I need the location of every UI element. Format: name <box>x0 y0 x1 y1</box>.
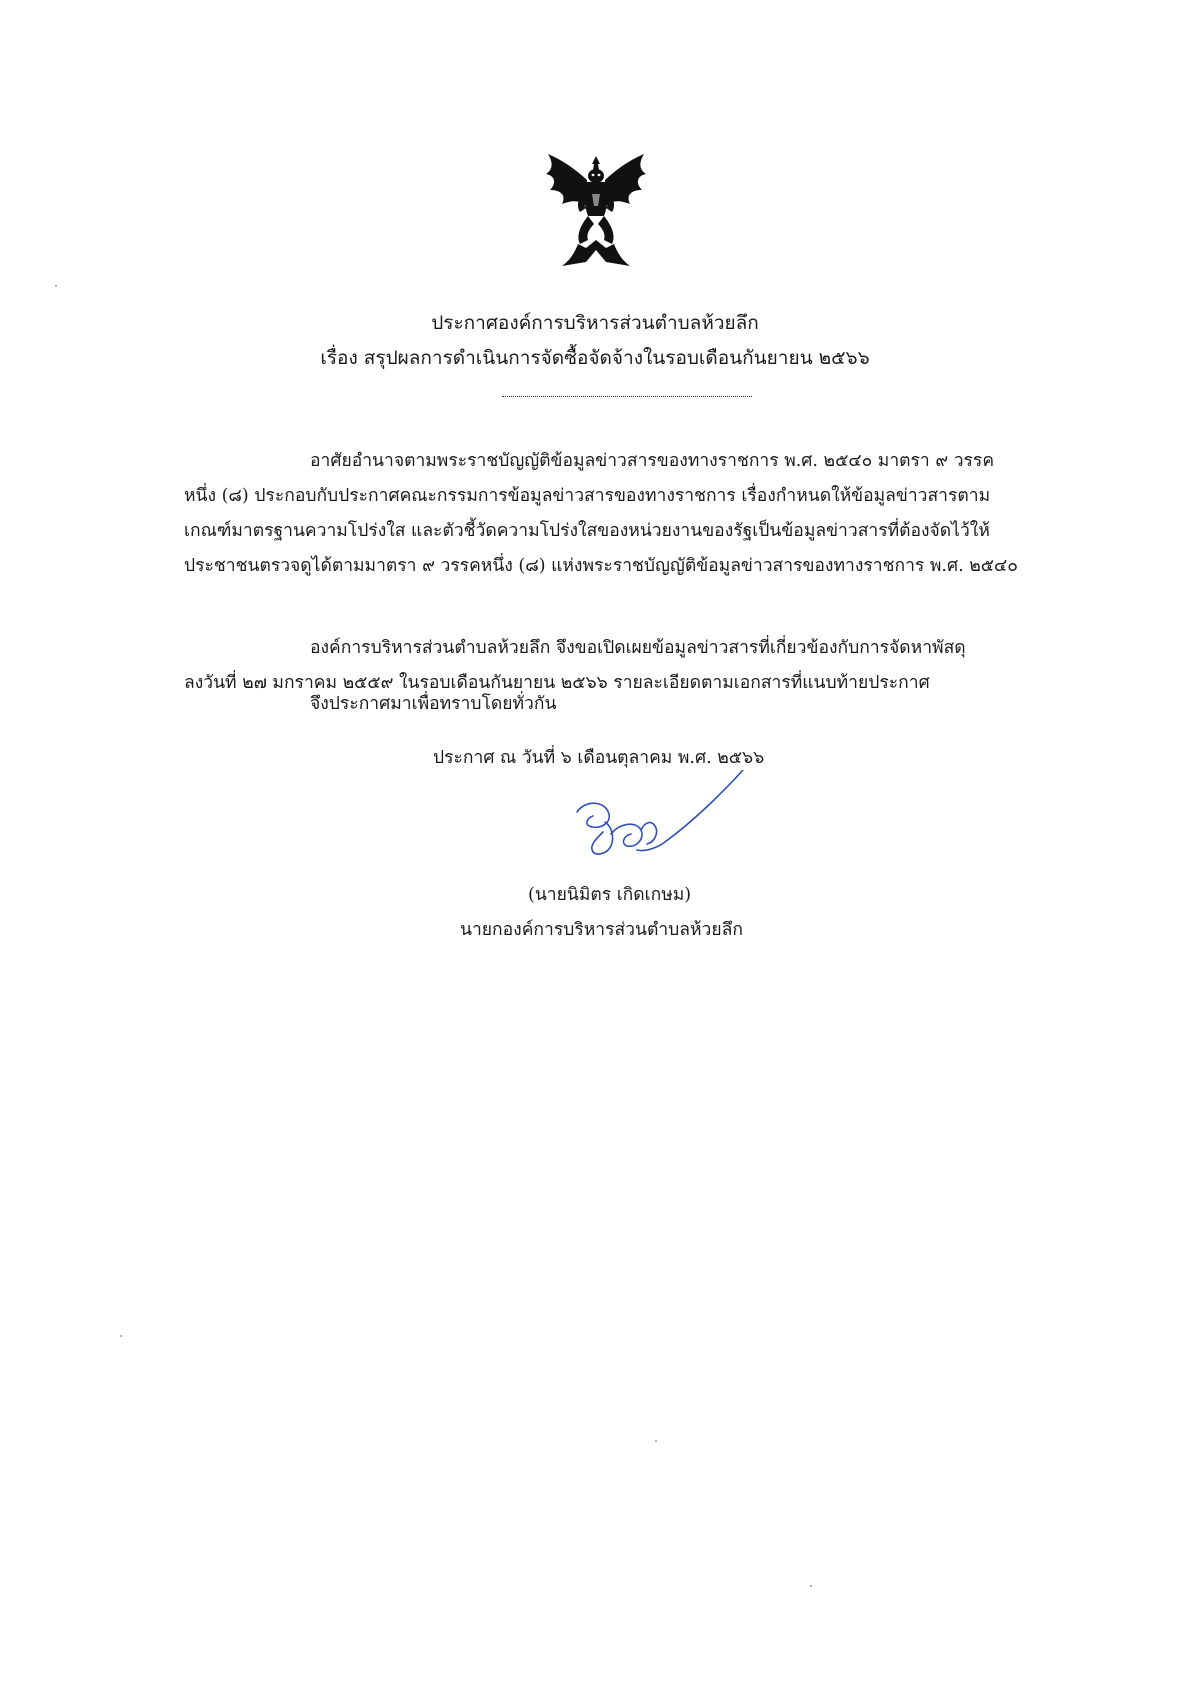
scan-speck <box>810 1585 812 1587</box>
announcement-date: ประกาศ ณ วันที่ ๖ เดือนตุลาคม พ.ศ. ๒๕๖๖ <box>433 748 765 768</box>
paragraph-line: อาศัยอำนาจตามพระราชบัญญัติข้อมูลข่าวสารของทางราชการ พ.ศ. ๒๕๔๐ มาตรา ๙ วรรค <box>310 451 995 471</box>
scan-speck <box>120 1335 122 1337</box>
signer-position: นายกองค์การบริหารส่วนตำบลห้วยลึก <box>460 920 743 940</box>
paragraph-closing: จึงประกาศมาเพื่อทราบโดยทั่วกัน <box>310 694 557 714</box>
paragraph-line: หนึ่ง (๘) ประกอบกับประกาศคณะกรรมการข้อมูลข่าวสารของทางราชการ เรื่องกำหนดให้ข้อมูลข่าวสารตาม <box>184 486 991 506</box>
garuda-emblem-icon <box>540 150 652 270</box>
paragraph-line: ลงวันที่ ๒๗ มกราคม ๒๕๕๙ ในรอบเดือนกันยายน ๒๕๖๖ รายละเอียดตามเอกสารที่แนบท้ายประกาศ <box>184 673 930 693</box>
announcement-subject: เรื่อง สรุปผลการดำเนินการจัดซื้อจัดจ้างในรอบเดือนกันยายน ๒๕๖๖ <box>320 347 870 369</box>
scan-speck <box>655 1440 657 1442</box>
title-divider <box>502 396 752 397</box>
paragraph-legal-basis <box>184 444 1070 584</box>
handwritten-signature-icon <box>575 770 775 880</box>
signer-name: (นายนิมิตร เกิดเกษม) <box>528 885 692 905</box>
paragraph-line: เกณฑ์มาตรฐานความโปร่งใส และตัวชี้วัดความโปร่งใสของหน่วยงานของรัฐเป็นข้อมูลข่าวสารที่ต้องจัดไว้ให้ <box>184 521 990 541</box>
paragraph-line: องค์การบริหารส่วนตำบลห้วยลึก จึงขอเปิดเผยข้อมูลข่าวสารที่เกี่ยวข้องกับการจัดหาพัสดุ <box>310 638 966 658</box>
announcement-title: ประกาศองค์การบริหารส่วนตำบลห้วยลึก <box>431 312 759 334</box>
paragraph-line: ประชาชนตรวจดูได้ตามมาตรา ๙ วรรคหนึ่ง (๘) แห่งพระราชบัญญัติข้อมูลข่าวสารของทางราชการ พ.ศ. ๒๕๔๐ <box>184 556 1018 576</box>
scan-speck <box>55 285 57 287</box>
